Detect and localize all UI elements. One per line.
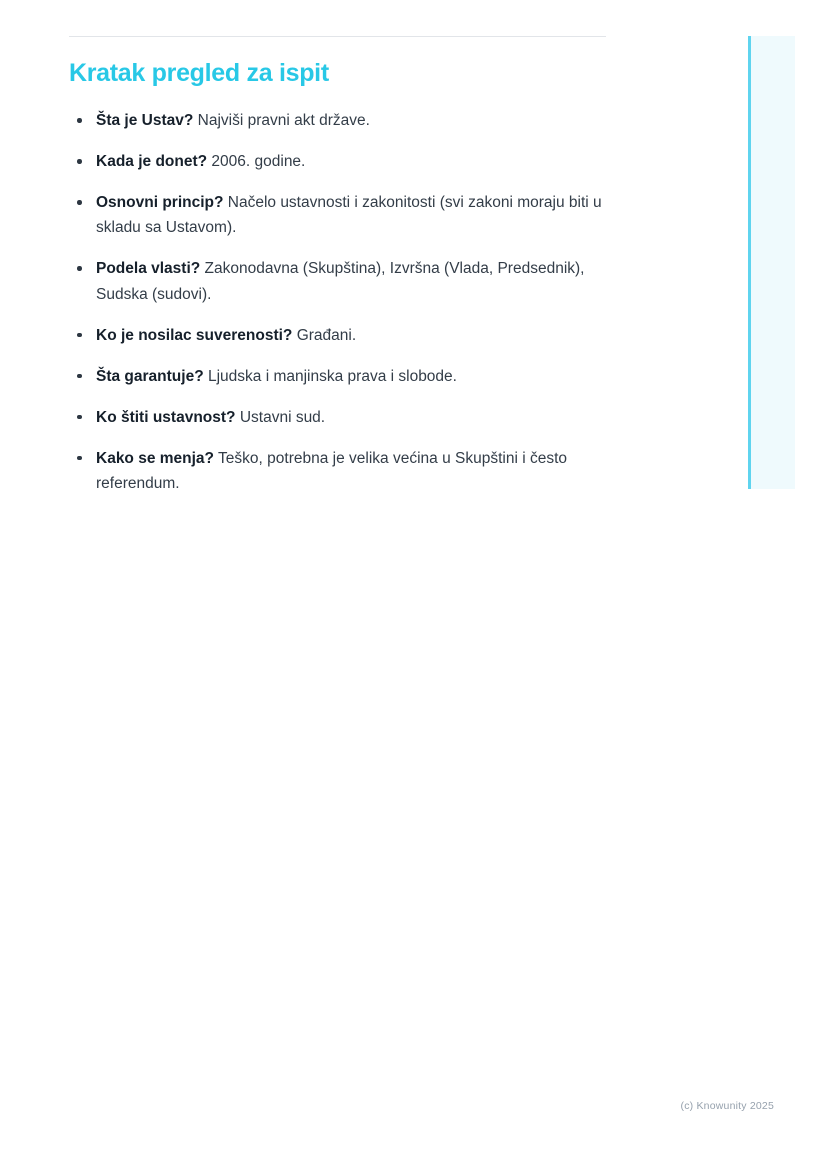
header-divider	[69, 36, 606, 37]
qa-answer: Zakonodavna (Skupština), Izvršna (Vlada, Predsednik), Sudska (sudovi).	[96, 260, 585, 303]
qa-question: Ko je nosilac suverenosti?	[96, 326, 293, 344]
qa-answer: Teško, potrebna je velika većina u Skupštini i često referendum.	[96, 449, 567, 493]
document-content	[69, 58, 629, 512]
footer-copyright: (c) Knowunity 2025	[680, 1100, 774, 1112]
qa-answer: Građani.	[292, 326, 357, 344]
list-item	[69, 149, 629, 174]
side-accent-panel	[748, 36, 795, 489]
page-title: Kratak pregled za ispit	[69, 59, 329, 87]
qa-answer: Ustavni sud.	[235, 408, 326, 426]
qa-answer: 2006. godine.	[207, 153, 306, 171]
list-item	[69, 446, 629, 496]
qa-answer: Najviši pravni akt države.	[193, 112, 370, 129]
qa-answer: Ljudska i manjinska prava i slobode.	[203, 367, 457, 385]
qa-question: Podela vlasti?	[96, 260, 201, 278]
qa-list	[69, 108, 629, 496]
list-item	[69, 323, 629, 348]
qa-question: Kako se menja?	[96, 449, 215, 467]
qa-question: Šta garantuje?	[96, 367, 204, 385]
qa-question: Šta je Ustav?	[96, 112, 194, 129]
list-item	[69, 405, 629, 430]
qa-question: Ko štiti ustavnost?	[96, 408, 236, 426]
qa-answer: Načelo ustavnosti i zakonitosti (svi zakoni moraju biti u skladu sa Ustavom).	[96, 194, 602, 237]
list-item	[69, 108, 629, 133]
qa-question: Kada je donet?	[96, 153, 208, 171]
list-item	[69, 364, 629, 389]
list-item	[69, 256, 629, 306]
qa-question: Osnovni princip?	[96, 194, 224, 212]
list-item	[69, 190, 629, 240]
